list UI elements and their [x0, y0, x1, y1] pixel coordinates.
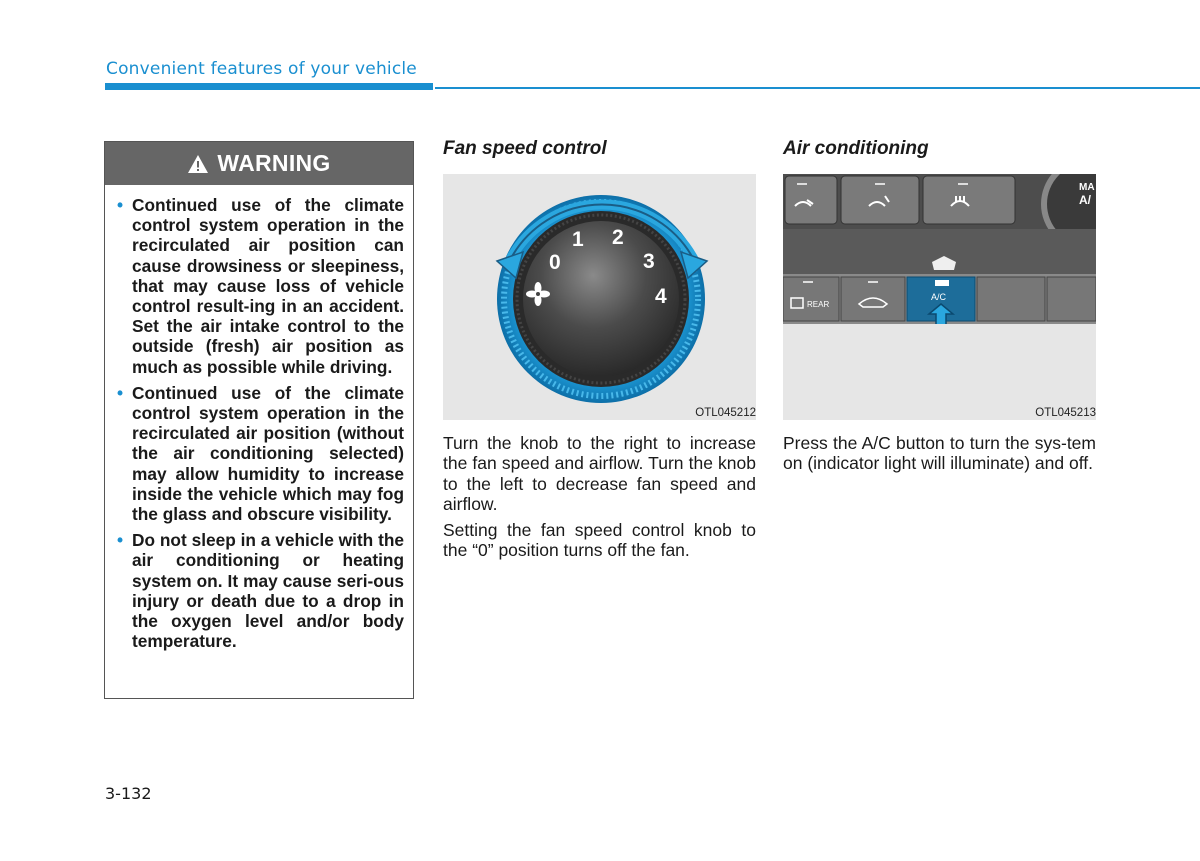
- knob-label-4: 4: [655, 285, 667, 308]
- section-title-air-conditioning: Air conditioning: [783, 138, 929, 159]
- recirculation-button[interactable]: [841, 277, 905, 321]
- air-conditioning-section: [783, 137, 1096, 474]
- page-number: 3-132: [105, 784, 152, 803]
- ac-panel-illustration: [783, 174, 1096, 420]
- section-title-fan-speed: Fan speed control: [443, 138, 607, 159]
- paragraph: Setting the fan speed control knob to the “0” position turns off the fan.: [443, 520, 756, 561]
- paragraph: Turn the knob to the right to increase the fan speed and airflow. Turn the knob to the left to decrease fan speed and airflow.: [443, 433, 756, 514]
- ac-indicator-light: [935, 280, 949, 286]
- blank-button-2[interactable]: [1047, 277, 1096, 321]
- fan-speed-section: [443, 137, 756, 561]
- header-rule: [435, 87, 1200, 89]
- warning-title: WARNING: [217, 150, 331, 176]
- page-header-title: Convenient features of your vehicle: [106, 59, 417, 79]
- paragraph: Press the A/C button to turn the sys-tem on (indicator light will illuminate) and off.: [783, 433, 1096, 474]
- knob-label-3: 3: [643, 250, 655, 273]
- rear-label: REAR: [807, 300, 830, 309]
- warning-item: • Continued use of the climate control system operation in the recirculated air position (without the air conditioning selected) may allow humidity to increase inside the vehicle which may fog the glass and obscure visibility.: [117, 383, 404, 524]
- warning-header: [105, 142, 413, 185]
- ac-panel-figure: [783, 174, 1096, 420]
- knob-label-1: 1: [572, 228, 584, 251]
- fan-knob-illustration: [443, 174, 756, 420]
- defrost-button[interactable]: [923, 176, 1015, 224]
- figure-code: OTL045213: [1035, 407, 1096, 419]
- ac-label: A/C: [931, 292, 947, 302]
- header-accent-bar: [105, 83, 433, 90]
- svg-text:A/: A/: [1079, 193, 1091, 207]
- knob-label-0: 0: [549, 251, 561, 274]
- figure-code: OTL045212: [695, 407, 756, 419]
- warning-item: • Do not sleep in a vehicle with the air conditioning or heating system on. It may cause seri-ous injury or death due to a drop in the oxygen level and/or body temperature.: [117, 530, 404, 651]
- warning-list: [105, 185, 413, 651]
- knob-label-2: 2: [612, 226, 624, 249]
- blank-button-1[interactable]: [977, 277, 1045, 321]
- warning-triangle-icon: [187, 154, 209, 174]
- warning-item: • Continued use of the climate control system operation in the recirculated air position can cause drowsiness or sleepiness, that may cause loss of vehicle control result-ing in an accident. Set the air intake control to the outside (fresh) air position as much as possible while driving.: [117, 195, 404, 377]
- vent-button-1[interactable]: [785, 176, 837, 224]
- svg-text:MA: MA: [1079, 182, 1095, 193]
- fan-knob-figure: [443, 174, 756, 420]
- warning-box: [104, 141, 414, 699]
